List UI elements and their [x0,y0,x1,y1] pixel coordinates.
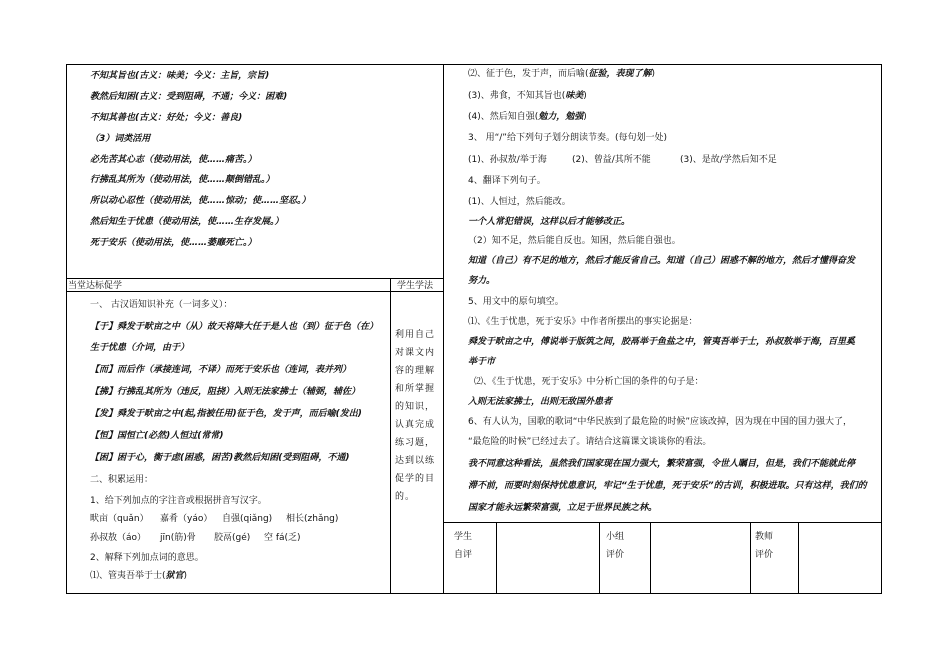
question-2: 2、解释下列加点词的意思。 [90,553,204,563]
question-1: 1、给下列加点的字注音或根据拼音写汉字。 [90,496,267,506]
right-line-3-answer: 勉力，勉强 [538,112,584,122]
section-header-practice: 当堂达标促学 [68,281,123,291]
polysemy-kun: 【困】困于心，衡于虑(困惑，困苦)教然后知困(受到阻碍，不通) [90,453,350,463]
polysemy-heng: 【恒】国恒亡(必然)人恒过(常常) [90,431,224,441]
polysemy-yu-cont: 生于忧患（介词，由于） [90,343,190,353]
right-line-2-answer: 味美 [565,91,584,101]
question-5-1-answer-a: 舜发于畎亩之中，傅说举于版筑之间，胶鬲举于鱼盐之中，管夷吾举于士，孙叔敖举于海，百里奚 [468,337,856,347]
word-class-1: 必先苦其心志（使动用法，使……痛苦。） [90,155,257,165]
eval-group-label-a: 小组 [606,532,625,542]
question-4-2: （2）知不足，然后能自反也。知困，然后能自强也。 [468,236,681,246]
question-6-answer-a: 我不同意这种看法，虽然我们国家现在国力强大，繁荣富强，令世人瞩目，但是，我们不能就此停 [468,459,856,469]
eval-divider-4 [750,522,751,594]
question-2-1-answer: 狱官 [165,571,184,581]
question-5-2-answer: 入则无法家拂士，出则无敌国外患者 [468,397,613,407]
pinyin-5: 孙叔敖（áo） [90,533,147,543]
knowledge-intro: 一、 古汉语知识补充（一词多义）： [90,300,233,310]
table-border-left [66,64,67,594]
question-3: 3、 用“/”给下列句子划分朗读节奏。(每句划一处) [468,133,667,143]
right-line-1-text: ⑵、征于色，发于声，而后喻( [468,69,589,79]
ancient-meaning-1: 不知其旨也(古义：味美；今义：主旨，宗旨) [90,71,270,81]
question-6-b: “最危险的时候”已经过去了。请结合这篇课文谈谈你的看法。 [468,437,712,447]
question-2-1 [90,570,187,582]
question-3-item-1: (1)、孙叔敖/举于海 [468,155,547,165]
table-border-bottom [66,593,882,594]
right-line-2 [468,90,587,102]
question-3-item-3: (3)、是故/学然后知不足 [680,155,777,165]
table-divider-vertical-method [390,278,391,594]
word-class-3: 所以动心忍性（使动用法，使……惊动；使……坚忍。） [90,196,311,206]
question-6-a: 6、有人认为，国歌的歌词“中华民族到了最危险的时候”应该改掉，因为现在中国的国力强大了， [468,417,853,427]
question-4-2-answer-b: 努力。 [468,276,496,286]
eval-group-label-b: 评价 [606,550,625,560]
pinyin-8: 空 fá(乏) [264,533,301,543]
polysemy-yu: 【于】舜发于畎亩之中（从）故天将降大任于是人也（到）征于色（在） [90,322,379,332]
section-header-method: 学生学法 [397,281,434,291]
table-divider-vertical-main [443,64,444,594]
right-line-2-text: (3)、弗食，不知其旨也( [468,91,566,101]
accumulate-heading: 二、积累运用： [90,475,154,485]
question-3-item-2: (2)、曾益/其所不能 [572,155,651,165]
pinyin-3: 自强(qiǎng) [222,514,273,524]
right-line-3-close: ) [583,112,587,122]
pinyin-2: 嘉肴（yáo） [160,514,213,524]
right-line-3-text: (4)、然后知自强( [468,112,539,122]
question-5-1: ⑴、《生于忧患，死于安乐》中作者所摆出的事实论据是： [468,317,698,327]
question-4-1-answer: 一个人常犯错误，这样以后才能够改正。 [468,217,631,227]
table-border-top [66,64,882,65]
table-border-right [881,64,882,594]
word-class-2: 行拂乱其所为（使动用法，使……颠倒错乱。） [90,175,275,185]
pinyin-4: 相长(zhǎng) [286,514,339,524]
eval-divider-3 [650,522,651,594]
eval-teacher-label-b: 评价 [755,550,774,560]
right-line-1-answer: 征验，表现了解 [588,69,652,79]
eval-divider-1 [496,522,497,594]
pinyin-6: jīn(筋)骨 [160,533,196,543]
right-line-1 [468,68,655,80]
polysemy-fu: 【拂】行拂乱其所为（违反，阻挠）入则无法家拂士（辅弼，辅佐） [90,387,361,397]
word-class-4: 然后知生于忧患（使动用法，使……生存发展。） [90,217,284,227]
table-divider-horizontal-left [66,278,444,279]
eval-student-label-a: 学生 [454,532,473,542]
right-line-1-close: ) [651,69,656,79]
question-5-1-answer-b: 举于市 [468,357,496,367]
eval-teacher-label-a: 教师 [755,532,774,542]
ancient-meaning-3: 不知其善也(古义：好处；今义：善良) [90,113,243,123]
question-5-2: ⑵、《生于忧患，死于安乐》中分析亡国的条件的句子是： [474,377,704,387]
word-class-heading: （3）词类活用 [90,134,151,144]
question-4-1: (1)、人恒过，然后能改。 [468,197,571,207]
question-6-answer-b: 滞不前，而要时刻保持忧患意识，牢记“生于忧患，死于安乐”的古训，积极进取。只有这样，我们的 [468,481,867,491]
right-line-2-close: ) [583,91,587,101]
question-6-answer-c: 国家才能永远繁荣富强，立足于世界民族之林。 [468,503,658,513]
pinyin-7: 胶鬲(gé) [214,533,251,543]
eval-divider-2 [599,522,600,594]
question-4-2-answer-a: 知道（自己）有不足的地方，然后才能反省自己。知道（自己）困惑不解的地方，然后才懂得奋发 [468,256,856,266]
question-4: 4、翻译下列句子。 [468,176,546,186]
polysemy-er: 【而】而后作（承接连词，不译）而死于安乐也（连词，表并列） [90,365,352,375]
eval-divider-top [443,522,882,523]
table-divider-horizontal-left-header [66,291,444,292]
ancient-meaning-2: 教然后知困(古义：受到阻碍，不通；今义：困难) [90,92,288,102]
eval-divider-5 [798,522,799,594]
study-method-text: 利用自己对课文内容的理解和所掌握的知识，认真完成练习题，达到以练促学的目的。 [395,330,436,502]
polysemy-fa: 【发】舜发于畎亩之中(起,指被任用)征于色，发于声，而后喻(发出) [90,409,362,419]
question-2-1-close: ) [183,571,188,581]
pinyin-1: 畎亩（quǎn） [90,514,149,524]
word-class-5: 死于安乐（使动用法，使……萎靡死亡。） [90,238,257,248]
right-line-3 [468,111,587,123]
question-2-1-text: ⑴、管夷吾举于士( [90,571,166,581]
question-5: 5、用文中的原句填空。 [468,297,564,307]
eval-student-label-b: 自评 [454,550,473,560]
